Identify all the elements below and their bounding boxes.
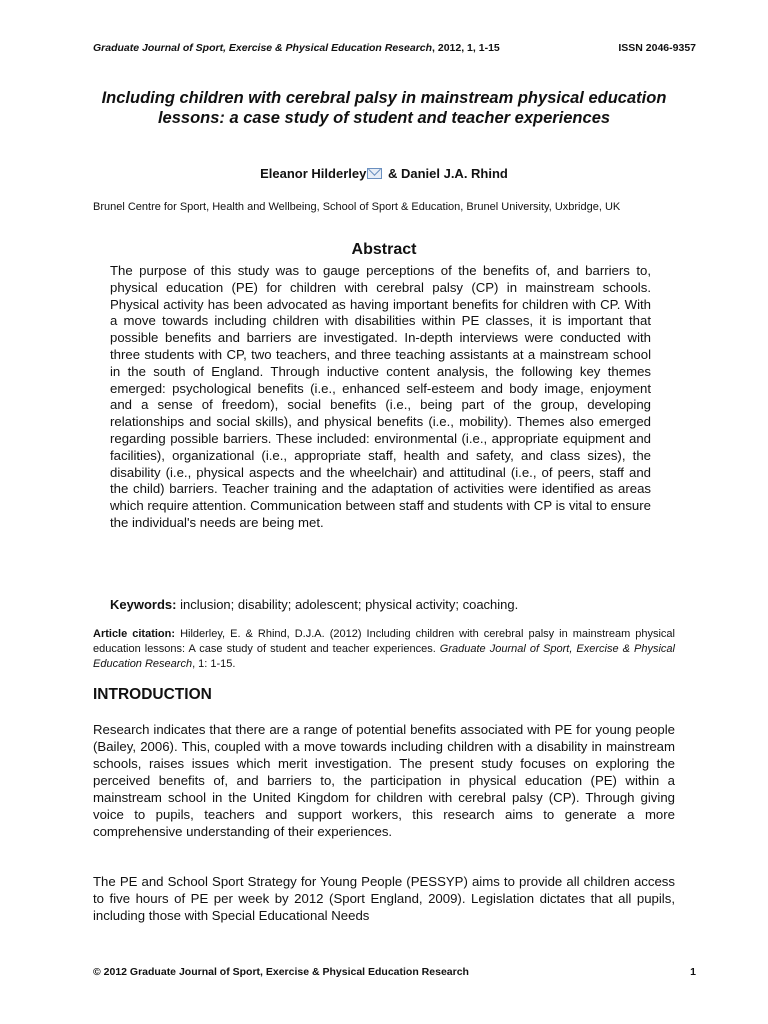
- citation-tail: , 1: 1-15.: [192, 658, 236, 670]
- keywords-text: inclusion; disability; adolescent; physical activity; coaching.: [176, 597, 519, 612]
- running-header: [93, 42, 696, 54]
- citation-journal: Graduate Journal of Sport, Exercise & Physical Education Research: [93, 643, 675, 670]
- page-number: 1: [690, 966, 696, 978]
- author-1: Eleanor Hilderley: [260, 166, 367, 181]
- intro-paragraph-2: The PE and School Sport Strategy for Young People (PESSYP) aims to provide all children access to five hours of PE per week by 2012 (Sport England, 2009). Legislation dictates that all pupils, including those with Special Educational Needs: [93, 874, 675, 923]
- affiliation: Brunel Centre for Sport, Health and Wellbeing, School of Sport & Education, Brunel University, Uxbridge, UK: [93, 201, 621, 213]
- abstract-heading: Abstract: [351, 241, 417, 258]
- author-2: Daniel J.A. Rhind: [400, 166, 508, 181]
- email-icon[interactable]: [367, 168, 382, 179]
- paper-title: Including children with cerebral palsy in mainstream physical education lessons: a case study of student and teacher experiences: [101, 89, 667, 127]
- header-issue: , 2012, 1, 1-15: [432, 42, 500, 54]
- abstract-text: The purpose of this study was to gauge perceptions of the benefits of, and barriers to, physical education (PE) for children with cerebral palsy (CP) in mainstream schools. Physical activity has been advocated as having important benefits for children with CP. With a move towards including children with disabilities within PE classes, it is important that possible benefits and barriers are investigated. In-depth interviews were conducted with three students with CP, two teachers, and three teaching assistants at a mainstream school in the south of England. Through inductive content analysis, the following key themes emerged: psychological benefits (i.e., enhanced self-esteem and body image, enjoyment and a sense of freedom), social benefits (i.e., being part of the group, developing relationships and social skills), and physical benefits (i.e., mobility). Themes also emerged regarding possible barriers. These included: environmental (i.e., appropriate equipment and facilities), organizational (i.e., appropriate staff, health and safety, and class sizes), the disability (i.e., physical aspects and the wheelchair) and attitudinal (i.e., of peers, staff and the child) barriers. Teacher training and the adaptation of activities were identified as areas which require attention. Communication between staff and students with CP is vital to ensure the individual's needs are being met.: [110, 263, 651, 530]
- section-heading-introduction: INTRODUCTION: [93, 686, 212, 703]
- header-citation: [93, 42, 500, 54]
- intro-paragraph-1: Research indicates that there are a range of potential benefits associated with PE for young people (Bailey, 2006). This, coupled with a move towards including children with a disability in mainstream schools, raises issues which merit investigation. The present study focuses on exploring the perceived benefits of, and barriers to, the participation in physical education (PE) within a mainstream school in the United Kingdom for children with cerebral palsy (CP). Through giving voice to pupils, teachers and support workers, this research aims to generate a more comprehensive understanding of their experiences.: [93, 722, 675, 839]
- header-journal-name: Graduate Journal of Sport, Exercise & Physical Education Research: [93, 42, 433, 54]
- keywords-label: Keywords:: [110, 597, 177, 612]
- header-issn: ISSN 2046-9357: [618, 42, 696, 54]
- page-footer: [93, 966, 696, 978]
- keywords: [110, 597, 651, 612]
- author-line: [0, 166, 768, 181]
- citation-label: Article citation:: [93, 628, 176, 640]
- citation-text: Hilderley, E. & Rhind, D.J.A. (2012) Including children with cerebral palsy in mainstream physical education lessons: A case study of student and teacher experiences.: [93, 628, 675, 655]
- author-separator: &: [384, 166, 401, 181]
- article-citation: [93, 627, 675, 672]
- footer-copyright: © 2012 Graduate Journal of Sport, Exercise & Physical Education Research: [93, 966, 469, 978]
